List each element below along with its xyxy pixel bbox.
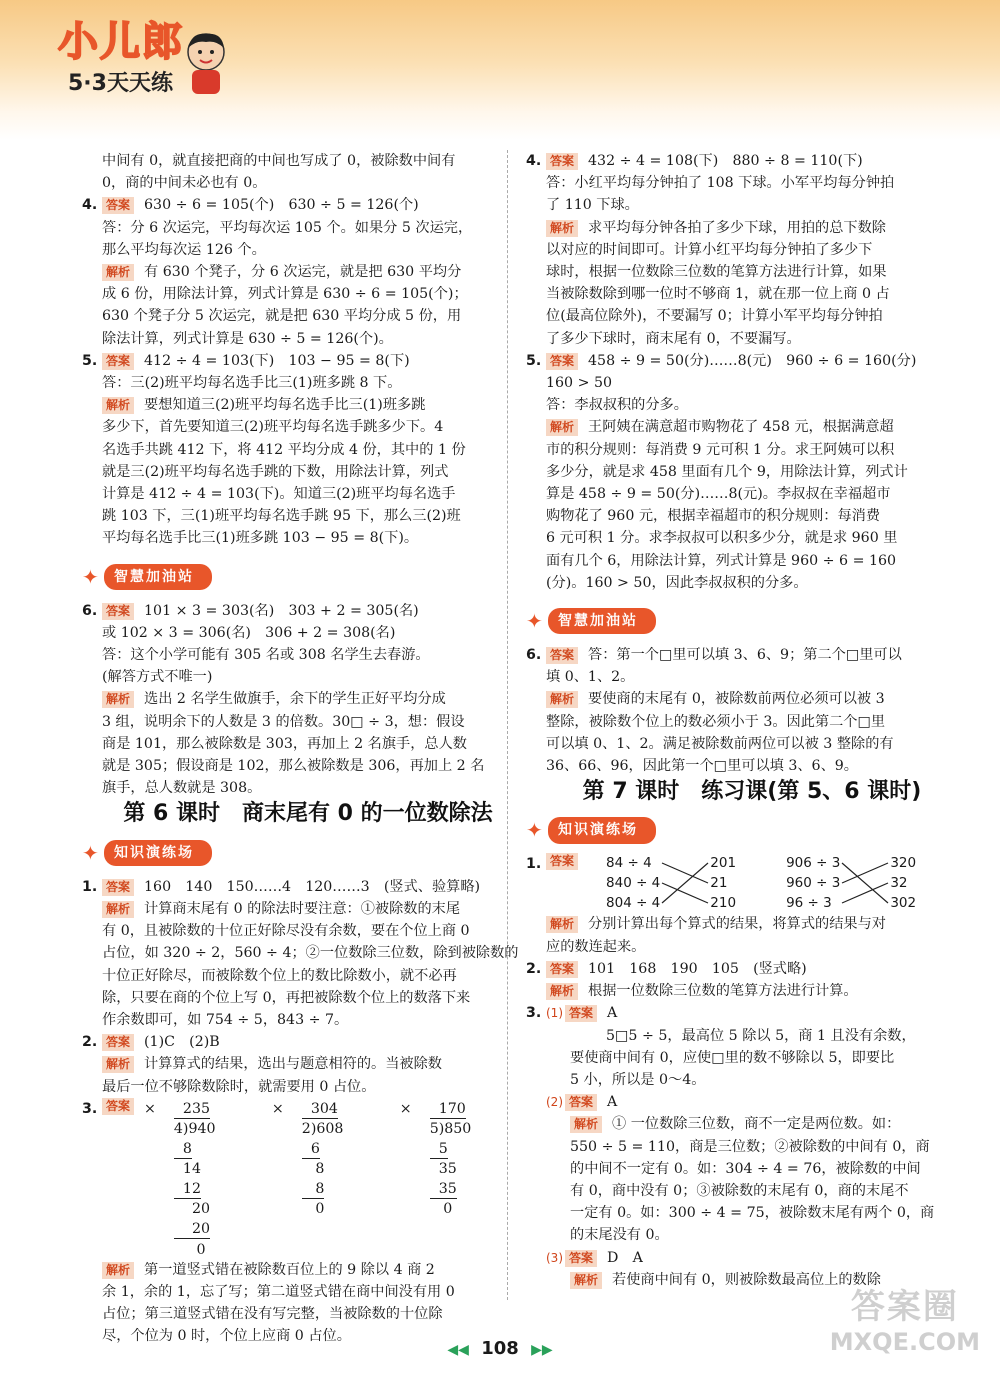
answer-text: 630 ÷ 6 = 105(个) 630 ÷ 5 = 126(个)	[144, 197, 419, 214]
analysis-label: 解析	[102, 1262, 134, 1279]
logo	[58, 20, 184, 97]
answer-text: A	[607, 1094, 618, 1111]
expression: 804 ÷ 4	[606, 895, 661, 912]
division-line: 20	[173, 1201, 210, 1218]
division-line: 0	[429, 1201, 453, 1218]
long-division-3	[430, 1098, 510, 1259]
answer-text: 答：第一个□里可以填 3、6、9；第二个□里可以	[588, 647, 902, 664]
lesson-title: 第 7 课时 练习课(第 5、6 课时)	[582, 779, 922, 805]
analysis-label: 解析	[546, 691, 578, 708]
analysis-label: 解析	[546, 916, 578, 933]
analysis-text: 占位，如 320 ÷ 2，560 ÷ 4；②一位数除三位数，除到被除数的	[102, 945, 519, 962]
section-title: 知识演练场	[548, 817, 656, 843]
sub-question-number: (1)	[546, 1006, 563, 1021]
answer-text: (1)C (2)B	[144, 1034, 220, 1051]
analysis-text: 以对应的时间即可。计算小红平均每分钟拍了多少下	[546, 241, 873, 258]
text-line: 0，商的中间未必也有 0。	[102, 175, 267, 192]
analysis-text: 购物花了 960 元，根据幸福超市的积分规则：每消费	[546, 508, 881, 525]
next-arrows-icon: ▶▶	[531, 1342, 553, 1358]
right-r3	[526, 1002, 978, 1291]
analysis-text: 除，只要在商的个位上写 0，再把被除数个位上的数落下来	[102, 989, 471, 1006]
analysis-text: 可以填 0、1、2。满足被除数前两位可以被 3 整除的有	[546, 735, 894, 752]
answer-label: 答案	[546, 353, 578, 370]
analysis-text: 应的数连起来。	[546, 938, 646, 955]
question-number: 4.	[526, 153, 542, 169]
analysis-text: 若使商中间有 0，则被除数最高位上的数除	[612, 1271, 881, 1288]
answer-label: 答案	[102, 1098, 134, 1115]
question-number: 3.	[526, 1005, 542, 1022]
analysis-text: 计算算式的结果，选出与题意相符的。当被除数	[144, 1056, 442, 1073]
left-l2	[82, 1031, 534, 1098]
answer-label: 答案	[565, 1094, 597, 1111]
long-division-2	[302, 1098, 382, 1259]
analysis-text: 商是 101，那么被除数是 303，再加上 2 名旗手，总人数	[102, 735, 467, 752]
analysis-text: 名选手共跳 412 下，将 412 平均分成 4 份，其中的 1 份	[102, 441, 466, 458]
answer-label: 答案	[102, 353, 134, 370]
star-icon: ✦	[526, 818, 543, 843]
analysis-text: 6 元可积 1 分。求李叔叔可以积多少分，就是求 960 里	[546, 530, 898, 547]
division-line: 2)608	[301, 1120, 344, 1137]
lesson-title: 第 6 课时 商末尾有 0 的一位数除法	[123, 801, 493, 827]
result-value: 302	[890, 895, 917, 912]
section-header	[526, 608, 978, 634]
analysis-text: 分别计算出每个算式的结果，将算式的结果与对	[588, 916, 886, 933]
left-q4	[82, 194, 534, 349]
answer-label: 答案	[546, 961, 578, 978]
answer-text: 160 > 50	[546, 375, 613, 392]
answer-label: 答案	[546, 853, 578, 870]
answer-label: 答案	[102, 603, 134, 620]
analysis-text: 的中间不一定有 0。如：304 ÷ 4 = 76，被除数的中间	[570, 1160, 921, 1177]
result-value: 201	[710, 855, 737, 872]
sub-question-number: (3)	[546, 1250, 563, 1265]
question-number: 2.	[526, 960, 542, 977]
analysis-text: 要想知道三(2)班平均每名选手比三(1)班多跳	[144, 397, 426, 414]
star-icon: ✦	[526, 609, 543, 634]
analysis-text: 球时，根据一位数除三位数的笔算方法进行计算，如果	[546, 264, 887, 281]
answer-text: 101 × 3 = 303(名) 303 + 2 = 305(名)	[144, 602, 419, 619]
analysis-label: 解析	[102, 264, 134, 281]
analysis-text: 多少分，就是求 458 里面有几个 9，用除法计算，列式计	[546, 463, 908, 480]
result-value: 32	[890, 875, 908, 892]
analysis-text: 5□5 ÷ 5，最高位 5 除以 5，商 1 且没有余数，	[606, 1027, 916, 1044]
section-header	[82, 840, 534, 866]
analysis-text: 550 ÷ 5 = 110，商是三位数；②被除数的中间有 0，商	[570, 1138, 930, 1155]
division-line: 5)850	[429, 1120, 472, 1137]
analysis-text: 了多少下球时，商末尾有 0，不要漏写。	[546, 330, 801, 347]
analysis-text: 十位正好除尽，而被除数个位上的数比除数小，就不必再	[102, 967, 457, 984]
left-column	[82, 150, 534, 1347]
right-column	[526, 150, 978, 1291]
analysis-text: 就是三(2)班平均每名选手跳的下数，用除法计算，列式	[102, 463, 449, 480]
analysis-text: 有 0，且被除数的十位正好除尽没有余数，要在个位上商 0	[102, 923, 470, 940]
answer-label: 答案	[102, 879, 134, 896]
answer-text: 432 ÷ 4 = 108(下) 880 ÷ 8 = 110(下)	[588, 153, 863, 169]
analysis-text: 当被除数除到哪一位时不够商 1，就在那一位上商 0 占	[546, 286, 890, 303]
analysis-text: 5 小，所以是 0～4。	[570, 1071, 706, 1088]
answer-label: 答案	[102, 1034, 134, 1051]
left-intro	[82, 150, 534, 194]
analysis-text: 就是 305；假设商是 102，那么被除数是 306，再加上 2 名	[102, 758, 485, 775]
section-header	[526, 817, 978, 843]
section-header	[82, 564, 534, 590]
right-r2	[526, 958, 978, 1002]
division-line: 5	[429, 1140, 448, 1157]
watermark-bottom: MXQE.COM	[829, 1328, 980, 1356]
left-l1	[82, 876, 534, 1031]
match-lines	[660, 853, 710, 913]
analysis-text: 有 0，商中没有 0；③被除数的末尾有 0，商的末尾不	[570, 1182, 909, 1199]
question-number: 2.	[82, 1034, 98, 1051]
analysis-text: 计算商末尾有 0 的除法时要注意：①被除数的末尾	[144, 900, 461, 917]
expression: 960 ÷ 3	[786, 875, 841, 892]
analysis-text: 要使商中间有 0，应使□里的数不够除以 5，即要比	[570, 1049, 895, 1066]
answer-label: 答案	[102, 197, 134, 214]
long-division-1	[174, 1098, 254, 1259]
division-line: 170	[429, 1100, 466, 1117]
analysis-label: 解析	[546, 220, 578, 237]
answer-text: 答：三(2)班平均每名选手比三(1)班多跳 8 下。	[102, 375, 402, 392]
analysis-text: 尽，个位为 0 时，个位上应商 0 占位。	[102, 1328, 351, 1345]
answer-text: 了 110 下球。	[546, 197, 639, 214]
division-line: 235	[173, 1100, 211, 1117]
prev-arrows-icon: ◀◀	[447, 1342, 469, 1358]
analysis-text: 第一道竖式错在被除数百位上的 9 除以 4 商 2	[144, 1261, 435, 1278]
right-q5	[526, 350, 978, 594]
analysis-text: 选出 2 名学生做旗手，余下的学生正好平均分成	[144, 691, 446, 708]
division-line: 8	[301, 1181, 325, 1198]
analysis-text: 市的积分规则：每消费 9 元可积 1 分。求王阿姨可以积	[546, 441, 895, 458]
answer-text: 答：这个小学可能有 305 名或 308 名学生去春游。	[102, 647, 430, 664]
wrong-mark: ×	[399, 1100, 412, 1117]
analysis-text: 最后一位不够除数除时，就需要用 0 占位。	[102, 1078, 376, 1095]
analysis-label: 解析	[102, 397, 134, 414]
division-line: 6	[301, 1140, 320, 1157]
expression: 840 ÷ 4	[606, 875, 661, 892]
answer-text: 458 ÷ 9 = 50(分)……8(元) 960 ÷ 6 = 160(分)	[588, 352, 917, 369]
sub-question-number: (2)	[546, 1095, 563, 1110]
analysis-text: 除法计算，列式计算是 630 ÷ 5 = 126(个)。	[102, 330, 393, 347]
result-value: 210	[710, 895, 737, 912]
right-r1	[526, 853, 978, 957]
analysis-text: 位(最高位除外)，不要漏写 0；计算小军平均每分钟拍	[546, 308, 883, 325]
division-line: 304	[301, 1100, 338, 1117]
text-line: 中间有 0，就直接把商的中间也写成了 0，被除数中间有	[102, 153, 456, 169]
analysis-text: 成 6 份，用除法计算，列式计算是 630 ÷ 6 = 105(个)；	[102, 286, 468, 303]
division-line: 4)940	[173, 1120, 216, 1137]
division-line: 8	[173, 1140, 192, 1157]
question-number: 5.	[526, 352, 542, 369]
expression: 906 ÷ 3	[786, 855, 841, 872]
answer-text: 答：分 6 次运完，平均每次运 105 个。如果分 5 次运完，	[102, 219, 473, 236]
result-value: 320	[890, 855, 917, 872]
question-number: 1.	[526, 856, 542, 873]
watermark	[830, 1279, 980, 1356]
analysis-text: 作余数即可，如 754 ÷ 5，843 ÷ 7。	[102, 1011, 349, 1028]
question-number: 6.	[82, 602, 98, 619]
right-q6	[526, 644, 978, 777]
analysis-label: 解析	[102, 901, 134, 918]
analysis-text: 算是 458 ÷ 9 = 50(分)……8(元)。李叔叔在幸福超市	[546, 486, 891, 503]
wrong-mark: ×	[271, 1100, 284, 1117]
answer-text: 160 140 150……4 120……3 (竖式、验算略)	[144, 878, 481, 895]
analysis-text: 一定有 0。如：300 ÷ 4 = 75，被除数末尾有两个 0，商	[570, 1205, 935, 1222]
analysis-text: (分)。160 > 50，因此李叔叔积的分多。	[546, 574, 808, 591]
division-line: 35	[429, 1181, 457, 1198]
section-title: 智慧加油站	[548, 608, 656, 634]
analysis-text: 要使商的末尾有 0，被除数前两位必须可以被 3	[588, 691, 885, 708]
answer-text: D A	[607, 1249, 643, 1266]
answer-text: (解答方式不唯一)	[102, 669, 213, 686]
answer-label: 答案	[546, 153, 578, 170]
division-line: 35	[429, 1161, 457, 1178]
question-number: 6.	[526, 647, 542, 664]
result-value: 21	[710, 875, 728, 892]
analysis-label: 解析	[102, 691, 134, 708]
analysis-text: 整除，被除数个位上的数必须小于 3。因此第二个□里	[546, 713, 886, 730]
question-number: 4.	[82, 197, 98, 214]
analysis-text: 多少下，首先要知道三(2)班平均每名选手跳多少下。4	[102, 419, 444, 436]
star-icon: ✦	[82, 840, 99, 865]
analysis-text: 有 630 个凳子，分 6 次运完，就是把 630 平均分	[144, 264, 462, 281]
division-line: 0	[301, 1201, 325, 1218]
question-number: 5.	[82, 352, 98, 369]
answer-text: 412 ÷ 4 = 103(下) 103 − 95 = 8(下)	[144, 352, 410, 369]
analysis-text: 旗手，总人数就是 308。	[102, 780, 262, 797]
page-number: 108	[481, 1338, 519, 1359]
analysis-label: 解析	[546, 983, 578, 1000]
division-line: 8	[301, 1161, 325, 1178]
analysis-text: 占位；第三道竖式错在没有写完整，当被除数的十位除	[102, 1305, 443, 1322]
analysis-label: 解析	[570, 1116, 602, 1133]
analysis-text: 王阿姨在满意超市购物花了 458 元，根据满意超	[588, 419, 894, 436]
analysis-text: 平均每名选手比三(1)班多跳 103 − 95 = 8(下)。	[102, 530, 419, 547]
analysis-text: 36、66、96，因此第一个□里可以填 3、6、9。	[546, 758, 858, 775]
analysis-text: 计算是 412 ÷ 4 = 103(下)。知道三(2)班平均每名选手	[102, 486, 456, 503]
analysis-text: 3 组，说明余下的人数是 3 的倍数。30□ ÷ 3，想：假设	[102, 713, 465, 730]
answer-text: 那么平均每次运 126 个。	[102, 241, 266, 258]
answer-label: 答案	[565, 1250, 597, 1267]
answer-label: 答案	[546, 647, 578, 664]
left-l3	[82, 1098, 534, 1348]
analysis-text: 余 1，余的 1，忘了写；第二道竖式错在商中间没有用 0	[102, 1283, 455, 1300]
analysis-text: 跳 103 下，三(1)班平均每名选手跳 95 下，那么三(2)班	[102, 508, 461, 525]
division-line: 0	[173, 1241, 206, 1258]
analysis-text: 根据一位数除三位数的笔算方法进行计算。	[588, 983, 858, 1000]
question-number: 1.	[82, 878, 98, 895]
answer-text: 答：李叔叔积的分多。	[546, 397, 688, 414]
section-title: 知识演练场	[104, 840, 212, 866]
watermark-top: 答案圈	[850, 1287, 959, 1327]
division-line: 14	[173, 1161, 201, 1178]
answer-text: A	[607, 1005, 618, 1022]
answer-text: 或 102 × 3 = 306(名) 306 + 2 = 308(名)	[102, 624, 396, 641]
division-line: 20	[173, 1221, 210, 1238]
analysis-label: 解析	[546, 419, 578, 436]
division-line: 12	[173, 1181, 201, 1198]
answer-text: 101 168 190 105 (竖式略)	[588, 960, 807, 977]
matching-exercise	[606, 853, 916, 913]
answer-text: 答：小红平均每分钟拍了 108 下球。小军平均每分钟拍	[546, 175, 895, 192]
left-q6	[82, 600, 534, 800]
analysis-text: 面有几个 6，用除法计算，列式计算是 960 ÷ 6 = 160	[546, 552, 897, 569]
expression: 84 ÷ 4	[606, 855, 652, 872]
answer-label: 答案	[565, 1005, 597, 1022]
logo-sub: 5·3天天练	[68, 71, 173, 96]
analysis-text: ① 一位数除三位数，商不一定是两位数。如：	[612, 1116, 901, 1133]
analysis-label: 解析	[102, 1056, 134, 1073]
analysis-label: 解析	[570, 1272, 602, 1289]
answer-text: 填 0、1、2。	[546, 669, 635, 686]
analysis-text: 630 个凳子分 5 次运完，就是把 630 平均分成 5 份，用	[102, 308, 462, 325]
left-q5	[82, 350, 534, 550]
analysis-text: 的末尾没有 0。	[570, 1227, 669, 1244]
logo-main: 小儿郎	[58, 19, 184, 65]
match-lines	[840, 853, 890, 913]
section-title: 智慧加油站	[104, 564, 212, 590]
star-icon: ✦	[82, 564, 99, 589]
analysis-text: 求平均每分钟各拍了多少下球，用拍的总下数除	[588, 219, 886, 236]
question-number: 3.	[82, 1100, 98, 1117]
mascot-icon	[182, 30, 230, 96]
right-q4	[526, 150, 978, 350]
wrong-mark: ×	[144, 1100, 156, 1117]
expression: 96 ÷ 3	[786, 895, 832, 912]
